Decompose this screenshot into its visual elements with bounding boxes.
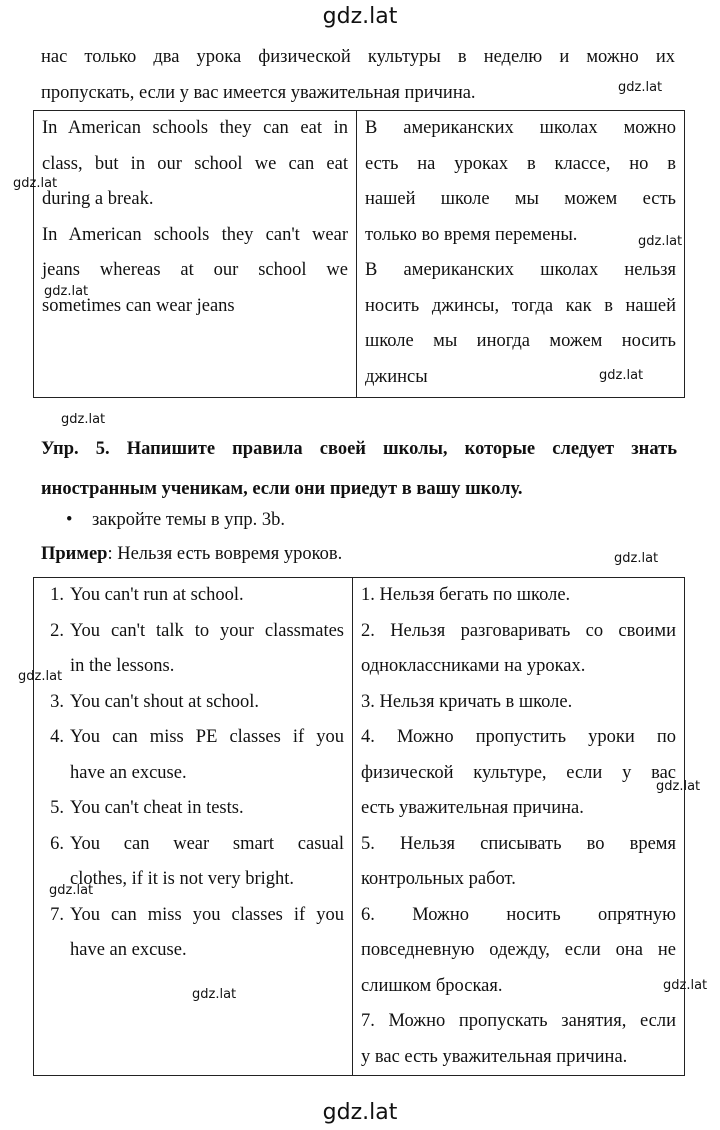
watermark: gdz.lat	[663, 978, 708, 993]
comparison-left-cell	[34, 111, 357, 398]
watermark: gdz.lat	[614, 551, 659, 566]
rule-ru-line: повседневную одежду, если она не	[361, 940, 676, 960]
rule-text-line: have an excuse.	[70, 940, 187, 960]
rule-ru-line: 1. Нельзя бегать по школе.	[361, 585, 571, 605]
rule-ru-line: 7. Можно пропускать занятия, если	[361, 1011, 676, 1031]
rule-ru-line: 5. Нельзя списывать во время	[361, 833, 676, 854]
rules-right-cell	[353, 578, 685, 1076]
watermark: gdz.lat	[18, 669, 63, 684]
watermark: gdz.lat	[656, 779, 701, 794]
rule-text-line: You can't talk to your classmates	[70, 620, 344, 641]
watermark: gdz.lat	[49, 883, 94, 898]
comparison-en-line: jeans whereas at our school we	[42, 260, 348, 280]
rule-item-en	[38, 578, 344, 614]
comparison-ru-line: школе мы иногда можем носить	[365, 331, 676, 351]
rule-item-en	[38, 720, 344, 791]
rule-text-line: clothes, if it is not very bright.	[70, 869, 295, 889]
exercise-heading-line: Упр. 5. Напишите правила своей школы, которые следует знать	[41, 439, 677, 459]
comparison-en-line: class, but in our school we can eat	[42, 153, 348, 174]
comparison-ru-line: носить джинсы, тогда как в нашей	[365, 295, 676, 316]
rule-ru-line: слишком броская.	[361, 975, 503, 996]
bullet-dot-icon: •	[66, 510, 73, 530]
intro-line: нас только два урока физической культуры в неделю и можно их	[41, 47, 675, 67]
comparison-right-cell	[357, 111, 685, 398]
example-text: : Нельзя есть вовремя уроков.	[107, 544, 343, 564]
rule-text-line: You can't shout at school.	[70, 691, 260, 712]
rule-item-en	[38, 614, 344, 685]
example-label: Пример	[41, 544, 108, 564]
rule-item-en	[38, 791, 344, 827]
rule-ru-line: контрольных работ.	[361, 869, 516, 889]
comparison-ru-line: В американских школах нельзя	[365, 260, 676, 280]
rule-ru-line: у вас есть уважительная причина.	[361, 1046, 628, 1067]
rule-ru-line: 3. Нельзя кричать в школе.	[361, 691, 573, 712]
exercise-heading-line: иностранным ученикам, если они приедут в вашу школу.	[41, 479, 523, 499]
bullet-text: закройте темы в упр. 3b.	[92, 510, 286, 530]
rule-text-line: in the lessons.	[70, 656, 175, 676]
exercise-heading	[41, 429, 677, 509]
intro-line: пропускать, если у вас имеется уважительная причина.	[41, 83, 476, 103]
rule-ru-line: есть уважительная причина.	[361, 798, 584, 818]
rule-ru-line: 2. Нельзя разговаривать со своими	[361, 620, 676, 641]
rule-text-line: You can't run at school.	[70, 585, 244, 605]
rule-text-line: You can wear smart casual	[70, 833, 344, 854]
rule-item-en	[38, 898, 344, 969]
rule-text-line: have an excuse.	[70, 762, 187, 783]
comparison-ru-line: только во время перемены.	[365, 224, 578, 245]
comparison-en-line: during a break.	[42, 189, 154, 209]
comparison-table	[33, 110, 685, 398]
rule-number: 6.	[50, 833, 64, 854]
rule-ru-line: 4. Можно пропустить уроки по	[361, 727, 676, 747]
rule-ru-line: одноклассниками на уроках.	[361, 656, 586, 676]
comparison-en-line: sometimes can wear jeans	[42, 295, 235, 316]
rule-number: 5.	[50, 798, 64, 818]
watermark: gdz.lat	[599, 368, 644, 383]
comparison-ru-line: В американских школах можно	[365, 118, 676, 138]
rule-number: 4.	[50, 727, 64, 747]
watermark: gdz.lat	[44, 284, 89, 299]
example-line	[41, 541, 342, 567]
watermark: gdz.lat	[61, 412, 106, 427]
rule-text-line: You can miss PE classes if you	[70, 727, 344, 747]
comparison-ru-line: есть на уроках в классе, но в	[365, 153, 676, 174]
rule-item-en	[38, 685, 344, 721]
rule-ru-line: 6. Можно носить опрятную	[361, 904, 676, 925]
watermark: gdz.lat	[192, 987, 237, 1002]
rule-text-line: You can't cheat in tests.	[70, 798, 244, 818]
rule-number: 2.	[50, 620, 64, 641]
site-header[interactable]: gdz.lat	[322, 4, 398, 29]
watermark: gdz.lat	[638, 234, 683, 249]
comparison-ru-line: нашей школе мы можем есть	[365, 189, 676, 209]
comparison-en-line: In American schools they can eat in	[42, 118, 348, 138]
site-footer[interactable]: gdz.lat	[322, 1100, 398, 1125]
watermark: gdz.lat	[13, 176, 58, 191]
comparison-en-line: In American schools they can't wear	[42, 224, 348, 245]
rules-table	[33, 577, 685, 1076]
watermark: gdz.lat	[618, 80, 663, 95]
rule-ru-line: физической культуре, если у вас	[361, 762, 676, 783]
rule-number: 3.	[50, 691, 64, 712]
comparison-ru-line: джинсы	[365, 366, 428, 387]
intro-paragraph	[41, 39, 675, 111]
rule-text-line: You can miss you classes if you	[70, 904, 344, 925]
rule-number: 1.	[50, 585, 64, 605]
rule-number: 7.	[50, 904, 64, 925]
bullet-item	[66, 507, 285, 533]
